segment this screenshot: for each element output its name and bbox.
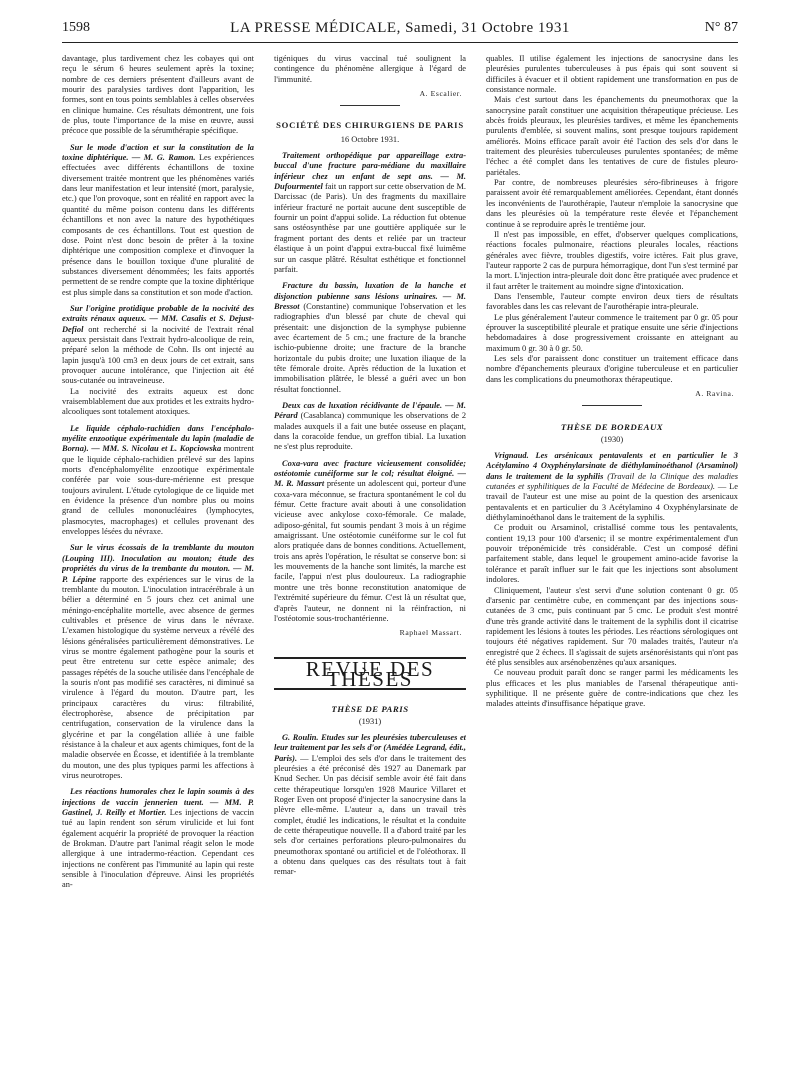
signature-escalier: A. Escalier. <box>419 89 462 99</box>
article-title: Sur le mode d'action et sur la constitution de la toxine diphtérique. — M. G. Ramon. <box>62 142 254 163</box>
signature-ravina: A. Ravina. <box>695 389 734 398</box>
signature-massart: Raphael Massart. <box>399 628 462 638</box>
page-header <box>62 18 738 43</box>
article-reference: (Travail de la Clinique des maladies cutanées et syphilitiques de la Faculté de Médecine de Bordeaux). <box>486 471 738 492</box>
paragraph: Mais c'est surtout dans les épanchements du pneumothorax que la sanocrysine paraît constituer une acquisition thérapeutique précieuse. Les abcès froids pleuraux, les pleurésies tardives, et même les épanchements purulents d'emblée, si souvent malins, sont presque toujours rapidement améliorés. Moins efficace paraît avoir été l'action des sels d'or dans le traitement des pleurésies tuberculeuses purulentes spontanées; de même l'échec a été complet dans les tentatives de cure de fistules pleuro-pariétales. <box>486 95 738 177</box>
society-heading: SOCIÉTÉ DES CHIRURGIENS DE PARIS <box>276 120 464 131</box>
section-heading-revue: REVUE DES THÈSES <box>274 657 466 691</box>
article-title: Sur l'origine protidique probable de la nocivité des extraits rénaux aqueux. — MM. Casalis et S. Dejust-Defiol <box>62 303 254 334</box>
paragraph: Les sels d'or paraissent donc constituer un traitement efficace dans nombre d'épanchements pleuraux d'origine tuberculeuse et en particulier dans les complications du pneumothorax thérapeutique. <box>486 353 738 384</box>
article-roulin <box>274 733 466 878</box>
article-ramon <box>62 143 254 298</box>
article-body: fait un rapport sur cette observation de M. Darcissac (de Paris). Un des fragments du maxillaire inférieur fracturé ne portait aucune dent susceptible de fournir un point d'appui solide. La réduction fut obtenue sans ostéosynthèse par une gouttière appliquée sur le fragment portant des dents et reliée par un tracteur élastique à un point d'appui extra-buccal fixé luimême sur un casque plâtré. Résultat esthétique et fonctionnel parfait. <box>274 182 466 274</box>
article-title: Vrignaud. Les arsénicaux pentavalents et en particulier le 3 Acétylamino 4 Oxyphénylarsinate de diéthylaminoéthanol (Arsaminol) dans le traitement de la syphilis <box>486 451 738 481</box>
column-1 <box>62 54 254 1069</box>
article-massart <box>274 459 466 625</box>
paragraph: Dans l'ensemble, l'auteur compte environ deux tiers de résultats favorables dans les cas relevant de l'aurothérapie intra-pleurale. <box>486 291 738 312</box>
article-gastinel <box>62 787 254 890</box>
article-title: Sur le virus écossais de la tremblante du mouton (Louping III). Inoculation au mouton; étude des propriétés du virus de la trembante du mouton. — M. P. Lépine <box>62 543 254 584</box>
article-title: G. Roulin. Etudes sur les pleurésies tuberculeuses et leur traitement par les sels d'or (Amédée Legrand, édit., Paris). <box>274 732 466 763</box>
these-paris-year: (1931) <box>358 716 382 726</box>
article-nicolau <box>62 424 254 538</box>
intro-paragraph: davantage, plus tardivement chez les cobayes qui ont reçu le sérum 6 heures seulement après la toxine; nombre de ces derniers présentent d'ailleurs avant de mourir des paralysies tardives dont l'apparition, les formes, sont en tous points semblables à celles observées en clinique humaine. Ces résultats démontrent, une fois de plus, toute l'importance de la mise en œuvre, aussi précoce que possible de la sérumthérapie spécifique. <box>62 54 254 136</box>
page-number: 1598 <box>62 20 90 35</box>
paragraph: Cliniquement, l'auteur s'est servi d'une solution contenant 0 gr. 05 d'arsenic par centimètre cube, en commençant par des injections sous-cutanées de 3 cmc, puis continuant par 5 cmc. Le produit s'est montré d'une très grande activité dans le traitement de la syphilis dont il cicatrise rapidement les lésions à toutes les périodes. Les réactions sérologiques ont toujours été négatives rapidement. Sur 70 malades traités, l'auteur n'a enregistré que 2 échecs. Il s'agissait de sujets arsénorésistants qui n'ont pas été plus sensibles aux arsénobenzènes qu'aux arsaniques. <box>486 585 738 667</box>
article-body: (Casablanca) communique les observations de 2 malades auxquels il a fait une butée osseuse en plaçant, dans la coracoïde fendue, un greffon tibial. La luxation ne s'est plus reproduite. <box>274 411 466 452</box>
column-3 <box>486 54 738 1069</box>
article-bressot <box>274 281 466 395</box>
article-perard <box>274 401 466 453</box>
article-body: rapporte des expériences sur le virus de la tremblante du mouton. L'inoculation intracérébrale à un bélier a déterminé en 5 jours chez cet animal une méningo-encéphalite mortelle, avec absence de germes cultivables et présence de virus dans le névraxe. L'examen histologique du système nerveux a révélé des lésions généralisées particulièrement démonstratives. Le virus se montre également pathogène pour la souris et peut être entretenu sur cette espèce animale; des passages répétés de la souche utilisée dans l'encéphale de la souris n'ont pas modifié ses caractères, ni diminué sa virulence à l'égard du mouton. D'autre part, les principaux caractères du virus: filtrabilité, électrophorèse, absence de précipitation par centrifugation, conservation de la virulence dans la glycérine et par la congélation alliée à une faible résistance à la chaleur et aux agents chimiques, font de la maladie observée en Écosse, et identifiée à la tremblante du mouton, une des plus typiques parmi les affections à virus neurotropes. <box>62 574 254 781</box>
column-2 <box>274 54 466 1069</box>
article-vrignaud <box>486 451 738 710</box>
these-bordeaux-year: (1930) <box>600 434 624 444</box>
society-date: 16 Octobre 1931. <box>340 134 400 144</box>
journal-title: LA PRESSE MÉDICALE, Samedi, 31 Octobre 1931 <box>230 20 570 36</box>
article-title: Les réactions humorales chez le lapin soumis à des injections de vaccin jennerien tuent. — MM. P. Gastinel, J. Reilly et Mortier. <box>62 787 254 818</box>
article-body: — L'emploi des sels d'or dans le traitement des pleurésies a été préconisé dès 1927 au Danemark par Knud Secher. Un pas décisif semble avoir été fait dans cette thérapeutique lorsqu'en 1928 Maurice Villaret et Roger Even ont proposé d'injecter la sanocrysine dans la plèvre elle-même. L'auteur a, dans un travail très complet, étudié les indications, le résultat et la conduite de cette thérapeutique nouvelle. Il a d'abord traité par les sels d'or certaines perforations pleuro-pulmonaires du pneumothorax spontané ou artificiel et de l'oléothorax. Il a obtenu dans quelques cas des résultats tout à fait remar- <box>274 753 466 877</box>
paragraph: Ce produit ou Arsaminol, cristallisé comme tous les pentavalents, contient 19,13 pour 100 d'arsenic; il se montre expérimentalement d'un pouvoir tréponémicide très considérable. C'est un composé défini parfaitement stable, dans lequel le groupement amino-acide favorise la tolérance et paraît influer sur le fait que les injections sont absolument indolores. <box>486 523 738 585</box>
article-body-2: La nocivité des extraits aqueux est donc vraisemblablement due aux protides et les extraits hydro-alcooliques sont totalement atoxiques. <box>62 386 254 417</box>
paragraph: Par contre, de nombreuses pleurésies séro-fibrineuses à frigore paraissent avoir été remarquablement améliorées. Cependant, étant donnés les inconvénients de l'aurothérapie, l'auteur n'emploie la sanocrysine que dans les pleurésies où la température reste élevée et l'épanchement continue à se reproduire après le trentième jour. <box>486 178 738 229</box>
article-title: Deux cas de luxation récidivante de l'épaule. — M. Pérard <box>274 400 466 421</box>
article-body: montrent que le liquide céphalo-rachidien prélevé sur des lapins morts d'encéphalomyélite enzootique expérimentale conférée par voie sous-dure-mérienne est presque toujours avirulent. L'étude cytologique de ce liquide met en évidence la présence d'un nombre plus ou moins grand de cellules mononucléaires (lymphocytes, plasmocytes, macrophages) et cellules provenant des enveloppes lésées du névraxe. <box>62 444 254 537</box>
article-body: ont recherché si la nocivité de l'extrait rénal aqueux persistait dans l'extrait hydro-alcoolique de rein, préparé selon la méthode de Cohn. Ils ont injecté au lapin jusqu'à 100 cm3 en deux jours de cet extrait, sans provoquer aucune intolérance, que l'injection ait été sous-cutanée ou intraveineuse. <box>62 324 254 386</box>
article-casalis <box>62 304 254 418</box>
paragraph: Le plus généralement l'auteur commence le traitement par 0 gr. 05 pour éprouver la susceptibilité pleurale et pratique ensuite une série d'injections hebdomadaires à dose progressivement croissante en atteignant au maximum 0 gr. 30 à 0 gr. 50. <box>486 312 738 353</box>
article-body: Les expériences effectuées avec différents échantillons de toxine diversement traitée montrent que les phénomènes variés dans leur manifestation et leur intensité (mort, paralysie, etc.) que l'on provoque, sont en réalité en rapport avec la quantité du même poison contenu dans les différents échantillons et non avec la nature des hypothétiques composants de ces échantillons. Tout est question de dose. Point n'est donc besoin de prêter à la toxine diphtérique une composition complexe et d'invoquer la présence dans le bouillon toxique d'une pluralité de substances diversement dénommées; les faits apportés permettent de se rendre compte que la toxine diphtérique est plus simple dans sa constitution et son mode d'action. <box>62 153 254 297</box>
continued-paragraph: quables. Il utilise également les injections de sanocrysine dans les pleurésies purulentes tuberculeuses à pus épais qui sont souvent si difficiles à évacuer et il obtient rapidement une transformation en pus de consistance normale. <box>486 54 738 95</box>
article-lepine <box>62 543 254 781</box>
paragraph: Ce nouveau produit paraît donc se ranger parmi les médicaments les plus efficaces et les plus maniables de l'arsenal thérapeutique anti-syphilitique. Il ne présente guère de contre-indications que chez les malades atteints d'insuffisance hépatique grave. <box>486 668 738 709</box>
article-title: Le liquide céphalo-rachidien dans l'encéphalo-myélite enzootique expérimentale du lapin (maladie de Borna). — MM. S. Nicolau et L. Kopciowska <box>62 423 254 454</box>
article-body: Les injections de vaccin tué au lapin rendent son sérum virulicide et lui font également acquérir la propriété de provoquer la réaction de Brokman. D'autre part l'animal réagit selon le mode allergique à une intradermo-réaction. Cependant ces injections ne confèrent pas l'immunité au lapin qui reste sensible à l'inoculation d'épreuve. Ainsi les propriétés an- <box>62 808 254 890</box>
article-title: Coxa-vara avec fracture vicieusement consolidée; ostéotomie cunéiforme sur le col; résultat éloigné. — M. R. Massart <box>274 458 466 489</box>
issue-number: N° 87 <box>704 20 738 35</box>
article-title: Fracture du bassin, luxation de la hanche et disjonction pubienne sans lésions urinaires. — M. Bressot <box>274 281 466 311</box>
article-dufourmentel <box>274 151 466 275</box>
these-bordeaux-heading: THÈSE DE BORDEAUX <box>560 422 664 433</box>
these-paris-heading: THÈSE DE PARIS <box>331 704 409 715</box>
divider <box>340 105 400 106</box>
article-body: présente un adolescent qui, porteur d'une coxa-vara méconnue, se fractura spontanément le col du fémur. Cette fracture avait abouti à une consolidation vicieuse avec ankylose coxo-fémorale. Ce malade, adiposo-génital, fut soumis pendant 3 mois à un régime amaigrissant. Une ostéotomie cunéiforme sur le col fut alors pratiquée dans de bonnes conditions. Actuellement, trois ans après l'opération, le résultat se conserve bon: si les mouvements de la hanche sont limités, la marche est facile, l'appui n'est plus douloureux. La radiographie montre une très bonne reconstitution anatomique de l'extrémité supérieure du fémur. C'est là un résultat que, d'après l'auteur, ne donnent ni la réinfraction, ni l'ostéotomie sous-trochantérienne. <box>274 479 466 623</box>
divider <box>582 405 642 406</box>
paragraph: Il n'est pas impossible, en effet, d'observer quelques complications, réactions focales pulmonaire, réactions pleurales locales, réactions générales avec fièvre, troubles digestifs, voire ictères. Fait plus grave, l'auteur rapporte 2 cas de purpura hémorragique, dont l'un s'est terminé par la mort. L'injection intra-pleurale doit donc être pratiquée avec prudence et il faut arrêter le traitement au moindre signe d'intoxication. <box>486 229 738 291</box>
article-title: Traitement orthopédique par appareillage extra-buccal d'une fracture para-médiane du maxillaire inférieur chez un enfant de sept ans. — M. Dufourmentel <box>274 151 466 192</box>
article-body: — Le travail de l'auteur est une mise au point de la question des arsenicaux pentavalents et en particulier du 3 Acétylamino 4 Oxyphénylarsinate de diéthylaminoéthanol dans le traitement de la syphilis. <box>486 482 738 523</box>
continued-paragraph: tigéniques du virus vaccinal tué soulignent la contingence du phénomène allergique à l'égard de l'immunité. <box>274 54 466 84</box>
article-body: (Constantine) communique l'observation et les radiographies d'un blessé par chute de cheval qui présentait: une disjonction de la symphyse pubienne avec écartement de 5 cm.; une fracture de la branche ischio-pubienne droite; une fracture de la branche horizontale du pubis droite; une luxation iliaque de la tête fémorale droite. Après réduction de la luxation et immobilisation plâtrée, le blessé a guéri avec un bon résultat fonctionnel. <box>274 301 466 394</box>
